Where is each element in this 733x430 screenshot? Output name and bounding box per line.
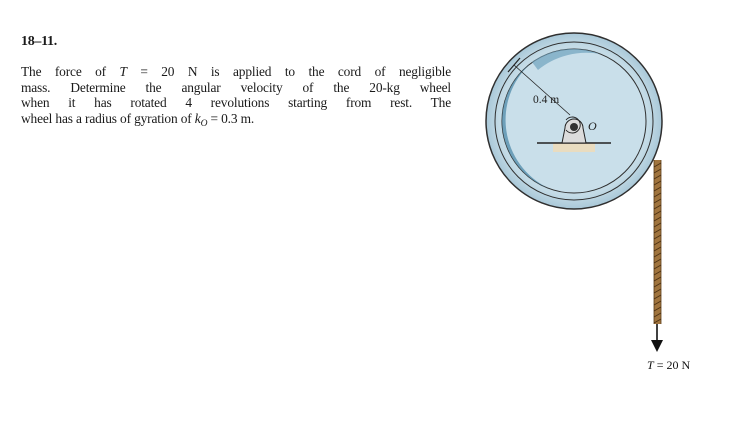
statement-line-1: The force of T = 20 N is applied to the cord of negligible: [21, 64, 451, 79]
center-label: O: [588, 119, 597, 133]
support-base: [553, 143, 595, 152]
force-label: T = 20 N: [647, 358, 691, 372]
statement-line-3: when it has rotated 4 revolutions starting from rest. The: [21, 95, 451, 111]
problem-number: 18–11.: [21, 34, 57, 49]
radius-label: 0.4 m: [533, 94, 560, 106]
axle-pin: [570, 123, 578, 131]
statement-line-2: mass. Determine the angular velocity of the 20-kg wheel: [21, 79, 451, 95]
force-arrow-head-icon: [651, 340, 663, 352]
statement-line-4: wheel has a radius of gyration of $k_O = 0.3$ m.: [21, 110, 255, 129]
cord: [654, 160, 661, 324]
